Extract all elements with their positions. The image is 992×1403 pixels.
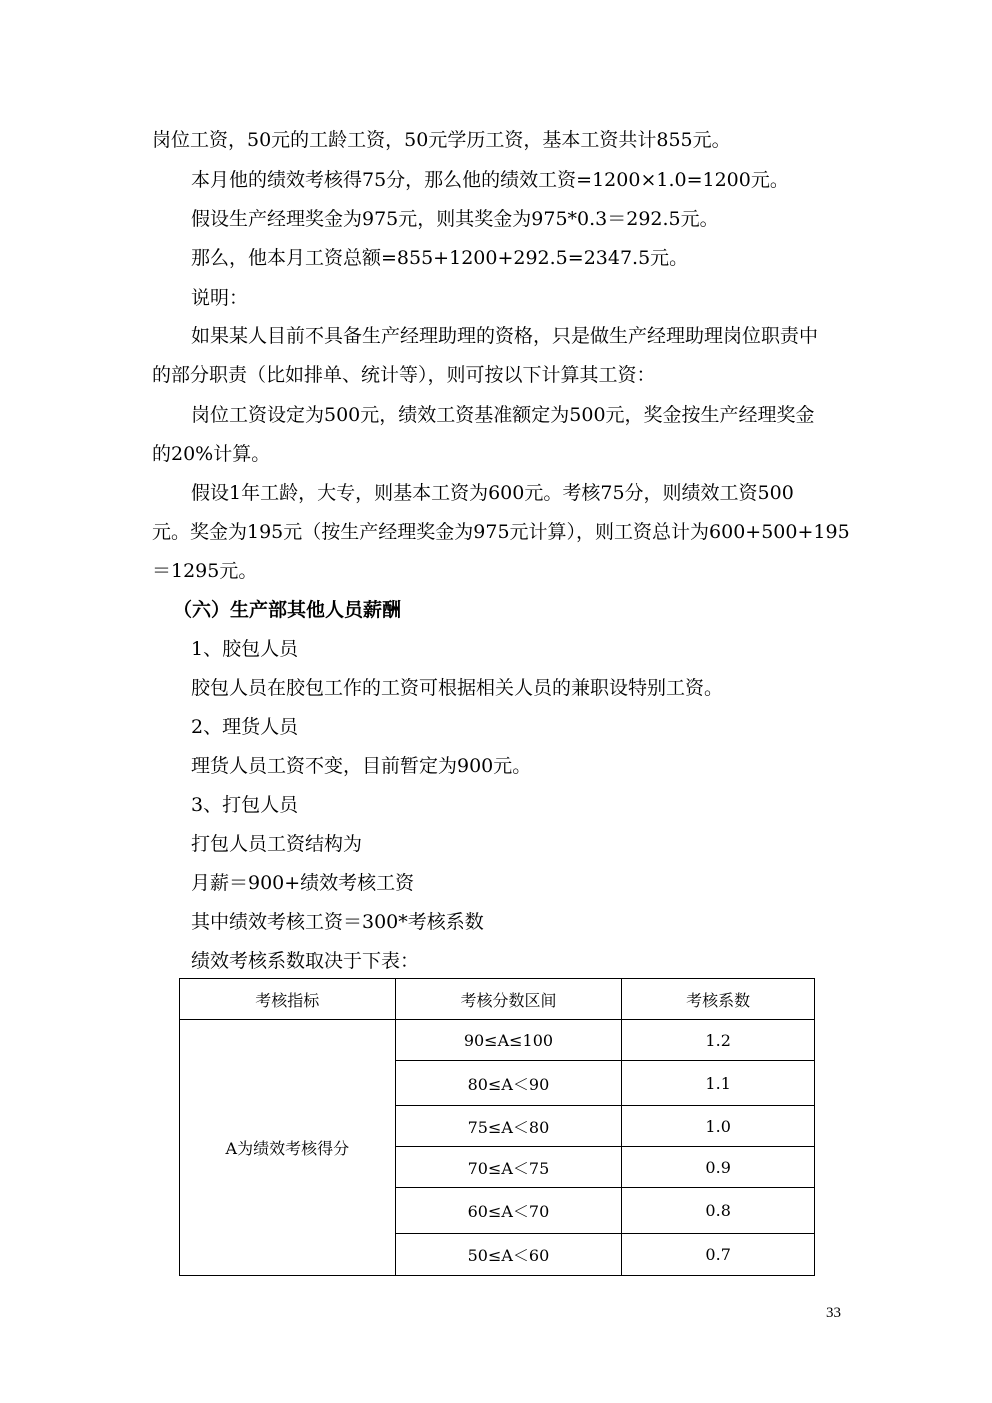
range-cell: 75≤A＜80 bbox=[395, 1106, 622, 1147]
section-heading: （六）生产部其他人员薪酬 bbox=[173, 599, 402, 621]
coefficient-table bbox=[179, 978, 815, 1276]
coefficient-cell: 0.9 bbox=[622, 1147, 815, 1188]
coefficient-cell: 1.2 bbox=[622, 1020, 815, 1061]
coefficient-cell: 1.0 bbox=[622, 1106, 815, 1147]
subheading: 1、胶包人员 bbox=[191, 638, 299, 660]
paragraph-line: 岗位工资，50元的工龄工资，50元学历工资，基本工资共计855元。 bbox=[152, 129, 731, 151]
header-range: 考核分数区间 bbox=[395, 979, 622, 1020]
range-cell: 90≤A≤100 bbox=[395, 1020, 622, 1061]
paragraph-line: 的部分职责（比如排单、统计等），则可按以下计算其工资： bbox=[152, 364, 656, 386]
table-header-row bbox=[180, 979, 815, 1020]
subheading: 3、打包人员 bbox=[191, 794, 299, 816]
paragraph-line: 元。奖金为195元（按生产经理奖金为975元计算），则工资总计为600+500+195 bbox=[152, 521, 850, 543]
range-cell: 80≤A＜90 bbox=[395, 1061, 622, 1106]
paragraph-line: 月薪＝900+绩效考核工资 bbox=[191, 872, 415, 894]
header-indicator: 考核指标 bbox=[180, 979, 396, 1020]
header-coefficient: 考核系数 bbox=[622, 979, 815, 1020]
paragraph-line: 本月他的绩效考核得75分，那么他的绩效工资=1200×1.0=1200元。 bbox=[191, 169, 789, 191]
indicator-cell: A为绩效考核得分 bbox=[180, 1020, 396, 1276]
range-cell: 50≤A＜60 bbox=[395, 1234, 622, 1276]
coefficient-cell: 0.8 bbox=[622, 1188, 815, 1234]
paragraph-line: 说明： bbox=[191, 287, 249, 309]
coefficient-cell: 1.1 bbox=[622, 1061, 815, 1106]
paragraph-line: 如果某人目前不具备生产经理助理的资格，只是做生产经理助理岗位职责中 bbox=[191, 325, 819, 347]
table-row bbox=[180, 1020, 815, 1061]
paragraph-line: 打包人员工资结构为 bbox=[191, 833, 363, 855]
paragraph-line: 的20%计算。 bbox=[152, 443, 271, 465]
paragraph-line: 那么，他本月工资总额=855+1200+292.5=2347.5元。 bbox=[191, 247, 689, 269]
paragraph-line: 假设生产经理奖金为975元，则其奖金为975*0.3＝292.5元。 bbox=[191, 208, 719, 230]
paragraph-line: 胶包人员在胶包工作的工资可根据相关人员的兼职设特别工资。 bbox=[191, 677, 724, 699]
paragraph-line: 假设1年工龄，大专，则基本工资为600元。考核75分，则绩效工资500 bbox=[191, 482, 794, 504]
paragraph-line: 其中绩效考核工资＝300*考核系数 bbox=[191, 911, 484, 933]
subheading: 2、理货人员 bbox=[191, 716, 299, 738]
paragraph-line: 岗位工资设定为500元，绩效工资基准额定为500元，奖金按生产经理奖金 bbox=[191, 404, 815, 426]
paragraph-line: ＝1295元。 bbox=[152, 560, 258, 582]
coefficient-cell: 0.7 bbox=[622, 1234, 815, 1276]
page-number: 33 bbox=[826, 1305, 841, 1321]
range-cell: 70≤A＜75 bbox=[395, 1147, 622, 1188]
paragraph-line: 绩效考核系数取决于下表： bbox=[191, 950, 420, 972]
range-cell: 60≤A＜70 bbox=[395, 1188, 622, 1234]
paragraph-line: 理货人员工资不变，目前暂定为900元。 bbox=[191, 755, 532, 777]
